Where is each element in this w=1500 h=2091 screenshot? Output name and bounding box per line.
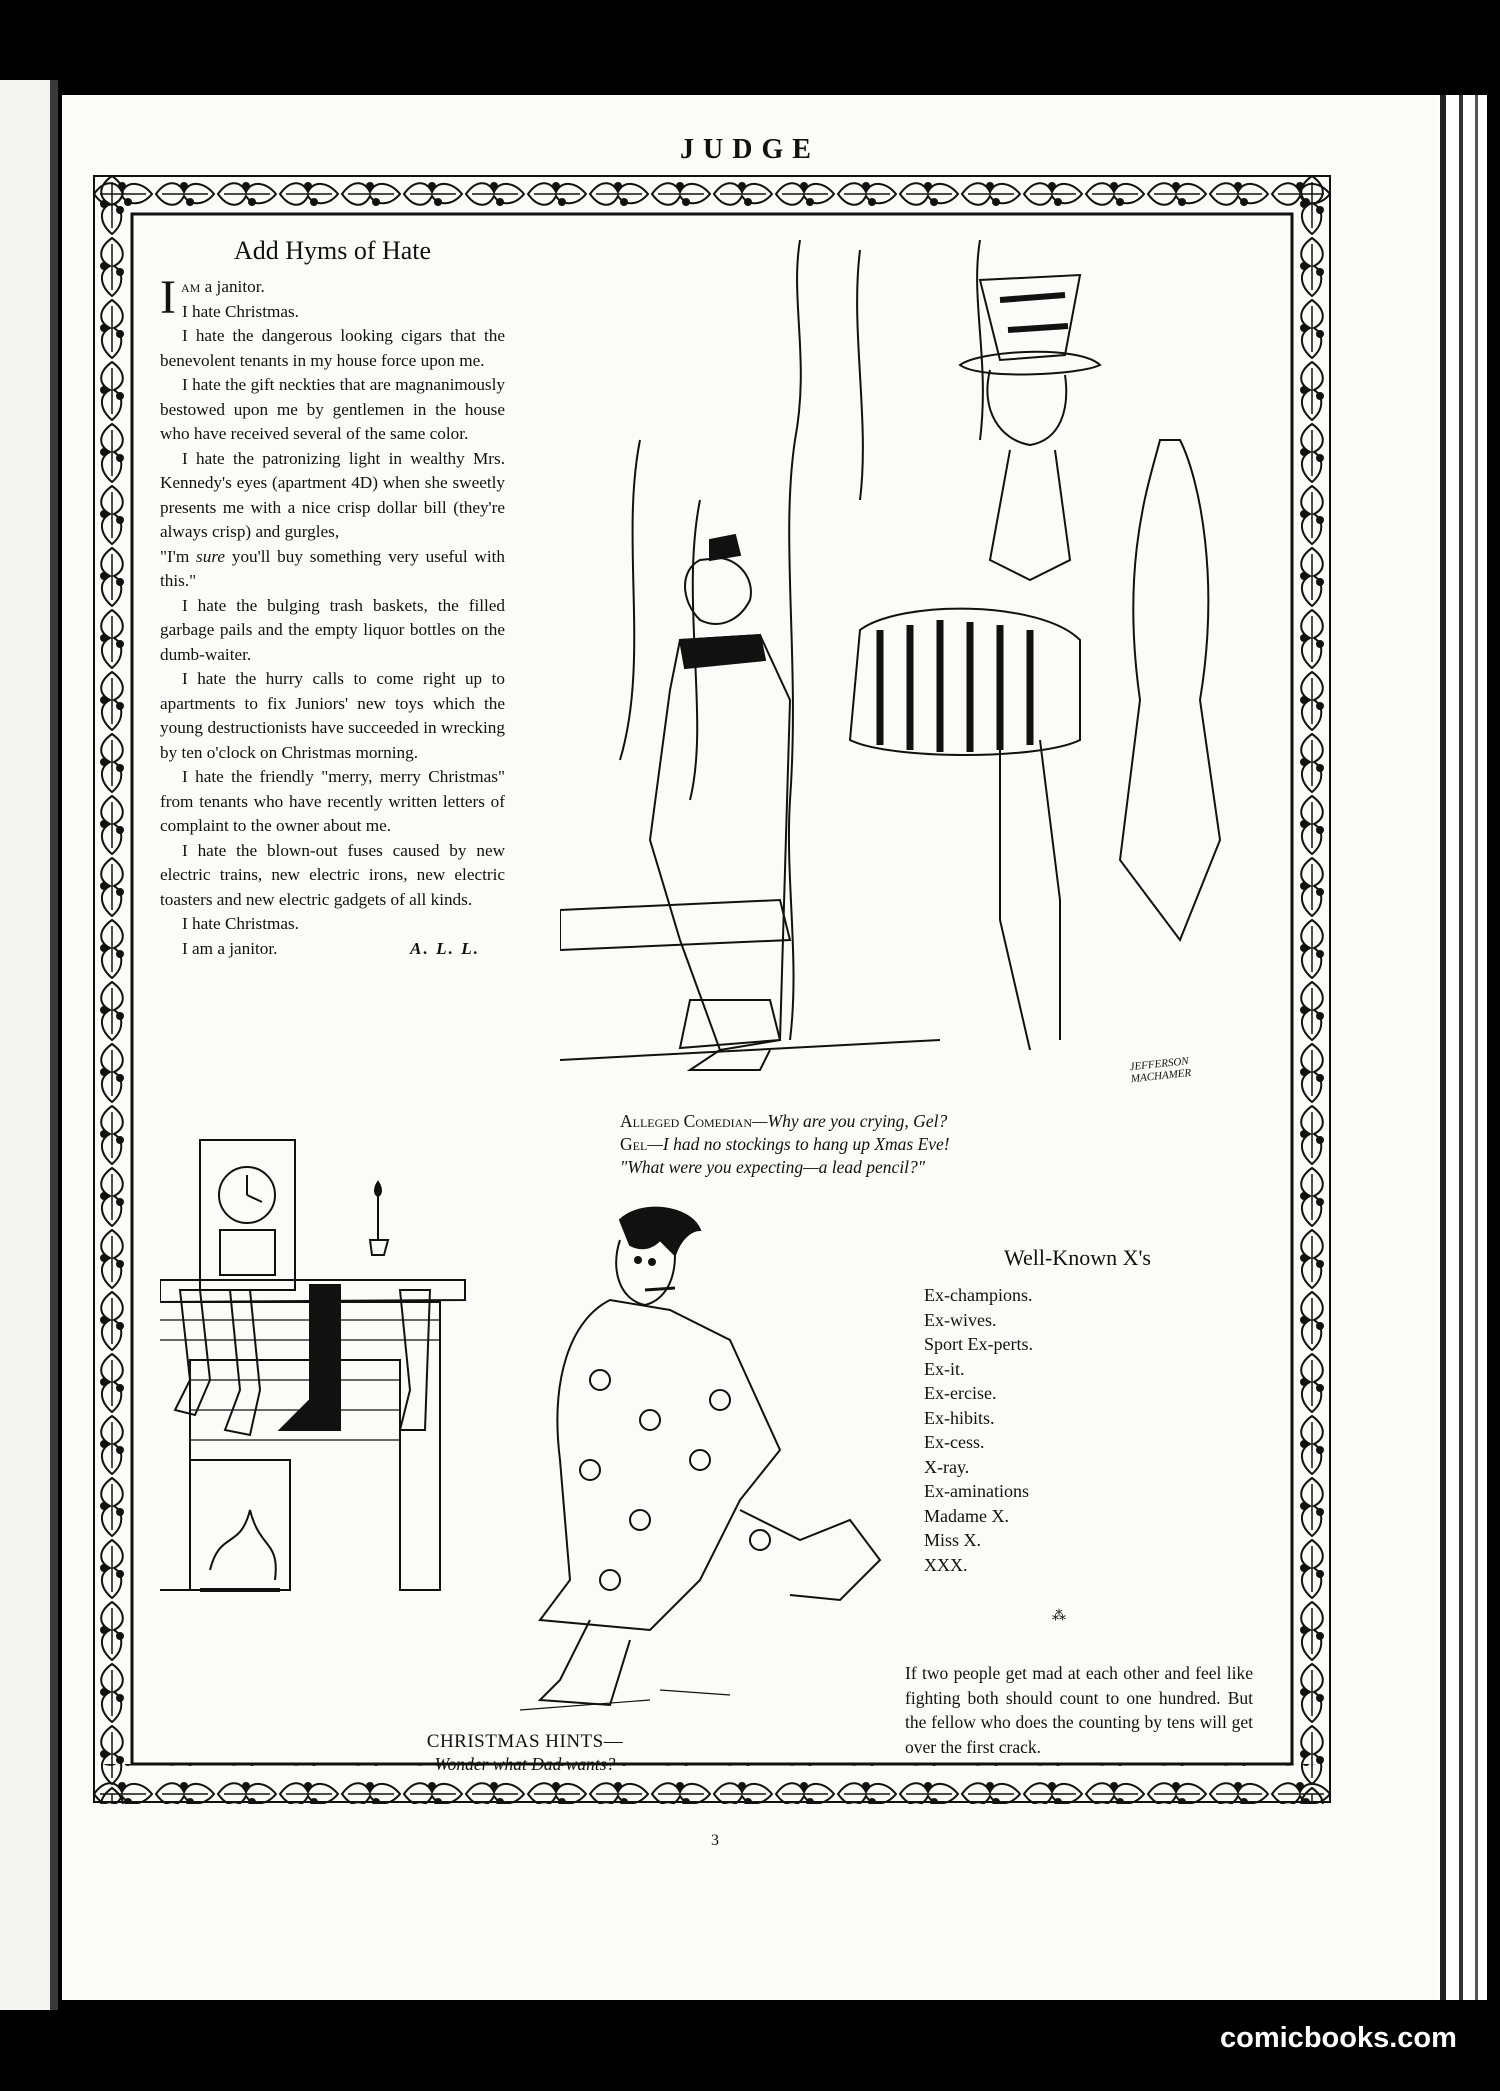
cartoonist-signature: JEFFERSON MACHAMER (1129, 1055, 1192, 1086)
article-closing: I am a janitor. (182, 938, 278, 958)
list-item: Ex-hibits. (924, 1407, 995, 1428)
joke-paragraph: If two people get mad at each other and feel like fighting both should count to one hundred. But the fellow who does the counting by tens will get over the first crack. (905, 1663, 1253, 1757)
list-item: Ex-cess. (924, 1432, 985, 1452)
cartoon-man-in-robe (500, 1200, 900, 1730)
cartoon-comedian-and-showgirl (560, 240, 1260, 1100)
well-known-xs-list (924, 1283, 1033, 1577)
caption-heading: CHRISTMAS HINTS— (426, 1731, 624, 1752)
right-page-edge (1437, 95, 1487, 2000)
article-title-hymns-of-hate: Add Hyms of Hate (233, 236, 432, 265)
article-line: I hate the patronizing light in wealthy Mrs. Kennedy's eyes (apartment 4D) when she sweetly presents me with a nice crisp dollar bill (they're always crisp) and gurgles, (160, 448, 505, 541)
list-item: Ex-ercise. (924, 1383, 997, 1403)
article-line: I hate the bulging trash baskets, the filled garbage pails and the empty liquor bottles on the dumb-waiter. (160, 595, 505, 664)
article-line: I hate Christmas. (182, 914, 299, 933)
caption-subtitle: Wonder what Dad wants? (434, 1754, 616, 1774)
watermark: comicbooks.com (1220, 2022, 1457, 2054)
list-item: XXX. (924, 1554, 968, 1575)
article-line: I hate Christmas. (182, 301, 299, 321)
drop-cap: I (160, 271, 176, 324)
left-page-edge (0, 80, 58, 2010)
article-line: I hate the gift neckties that are magnanimously bestowed upon me by gentlemen in the house who have received several of the same color. (160, 375, 505, 443)
section-separator: ⁂ (1052, 1609, 1068, 1624)
article-line: I hate the friendly "merry, merry Christmas" from tenants who have recently written letters of complaint to the owner about me. (160, 767, 505, 835)
article-line: I hate the dangerous looking cigars that the benevolent tenants in my house force upon me. (160, 326, 505, 370)
list-item: Miss X. (924, 1530, 982, 1550)
article-title-well-known-xs: Well-Known X's (1003, 1245, 1151, 1270)
cartoon-caption-christmas-hints (375, 1730, 675, 1776)
list-item: Ex-champions. (924, 1285, 1033, 1305)
cartoon-fireplace-stockings (160, 1130, 480, 1610)
article-line: I hate the hurry calls to come right up to apartments to fix Juniors' new toys which the young destructionists have succeeded in wrecking by ten o'clock on Christmas morning. (160, 669, 505, 762)
list-item: Ex-aminations (924, 1481, 1029, 1501)
article-quote: "I'm sure you'll buy something very useful with this." (160, 546, 505, 590)
list-item: X-ray. (924, 1456, 970, 1477)
cartoon-caption-comedian: Alleged Comedian—Why are you crying, Gel? Gel—I had no stockings to hang up Xmas Eve! "What were you expecting—a lead pencil?" (620, 1111, 950, 1177)
article-line: I hate the blown-out fuses caused by new electric trains, new electric irons, new electric toasters and new electric gadgets of all kinds. (160, 840, 505, 909)
article-hymns-of-hate-body (160, 271, 505, 961)
masthead: JUDGE (680, 134, 820, 165)
article-opening: Iam a janitor. (160, 271, 265, 324)
page-number: 3 (711, 1832, 719, 1849)
author-signature: A. L. L. (410, 938, 480, 958)
list-item: Sport Ex-perts. (924, 1334, 1033, 1354)
list-item: Ex-wives. (924, 1309, 997, 1330)
list-item: Ex-it. (924, 1358, 965, 1379)
list-item: Madame X. (924, 1505, 1009, 1526)
